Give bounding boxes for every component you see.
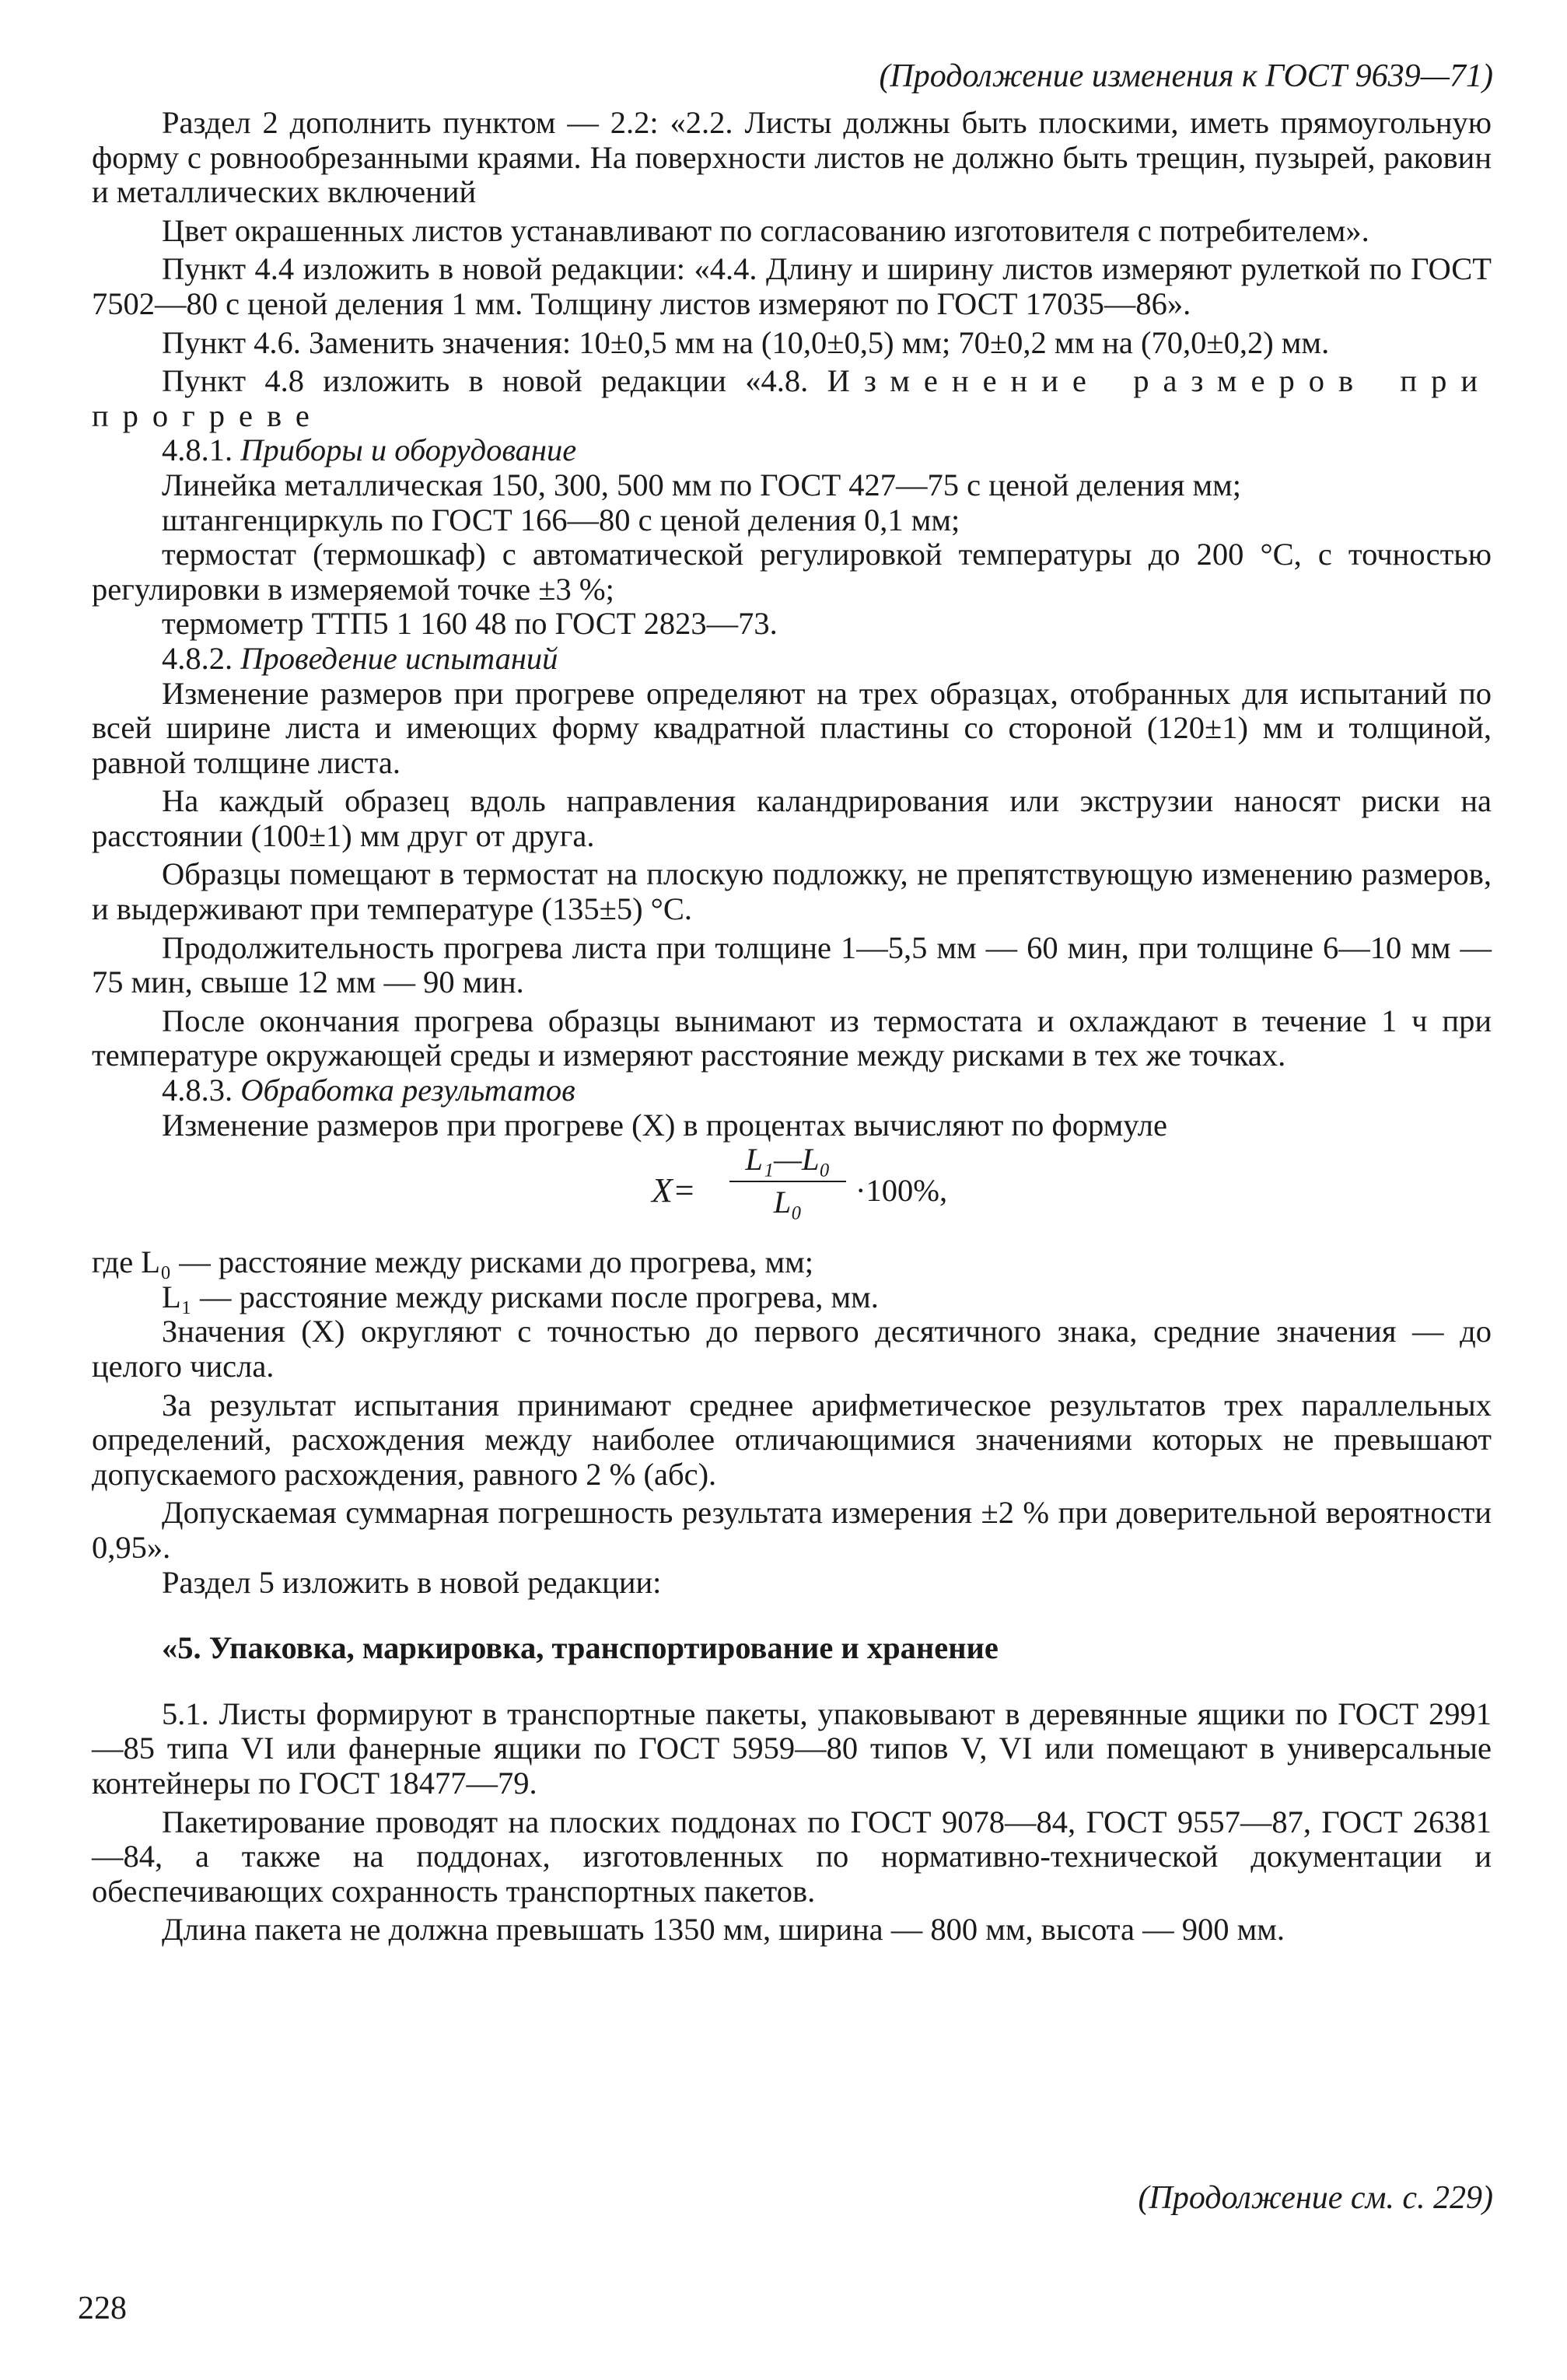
paragraph: термометр ТТП5 1 160 48 по ГОСТ 2823—73.: [162, 606, 778, 642]
paragraph: Продолжительность прогрева листа при толщине 1—5,5 мм — 60 мин, при толщине 6—10 мм — 75 мин, свыше 12 мм — 90 мин.: [92, 929, 1492, 1000]
page-number: 228: [78, 2291, 127, 2326]
paragraph: Линейка металлическая 150, 300, 500 мм по ГОСТ 427—75 с ценой деления мм;: [162, 467, 1242, 502]
subsection-title: Приборы и оборудование: [240, 432, 577, 468]
subsection-heading: [92, 1073, 1492, 1108]
paragraph: На каждый образец вдоль направления каландрирования или экструзии наносят риски на расстоянии (100±1) мм друг от друга.: [92, 783, 1492, 853]
paragraph: [92, 364, 1492, 433]
formula: [92, 1143, 1492, 1245]
paragraph: Изменение размеров при прогреве (X) в процентах вычисляют по формуле: [162, 1107, 1167, 1143]
paragraph: Раздел 5 изложить в новой редакции:: [162, 1564, 662, 1600]
paragraph-lead: Пункт 4.8 изложить в новой редакции «4.8.: [162, 363, 827, 399]
paragraph: Цвет окрашенных листов устанавливают по согласованию изготовителя с потребителем».: [162, 212, 1369, 248]
paragraph: Длина пакета не должна превышать 1350 мм, ширина — 800 мм, высота — 900 мм.: [162, 1912, 1285, 1948]
paragraph: штангенциркуль по ГОСТ 166—80 с ценой деления 0,1 мм;: [162, 502, 960, 537]
paragraph: 5.1. Листы формируют в транспортные пакеты, упаковывают в деревянные ящики по ГОСТ 2991—85 типа VI или фанерные ящики по ГОСТ 5959—80 типов V, VI или помещают в универсальные контейнеры по ГОСТ 18477—79.: [92, 1696, 1492, 1801]
paragraph: термостат (термошкаф) с автоматической регулировкой температуры до 200 °С, с точностью регулировки в измеряемой точке ±3 %;: [92, 537, 1492, 607]
continuation-note: (Продолжение см. с. 229): [1138, 2180, 1493, 2216]
subsection-number: 4.8.1.: [162, 432, 241, 468]
paragraph: Пакетирование проводят на плоских поддонах по ГОСТ 9078—84, ГОСТ 9557—87, ГОСТ 26381—84, а также на поддонах, изготовленных по нормативно-технической документации и обеспечивающих сохранность транспортных пакетов.: [92, 1804, 1492, 1909]
paragraph: Изменение размеров при прогреве определяют на трех образцах, отобранных для испытаний по всей ширине листа и имеющих форму квадратной пластины со стороной (120±1) мм и толщиной, равной толщине листа.: [92, 675, 1492, 780]
document-body: [92, 106, 1492, 1948]
spaced-heading: Изменение размеров при прогреве: [92, 363, 1492, 433]
paragraph: Значения (X) округляют с точностью до первого десятичного знака, средние значения — до целого числа.: [92, 1314, 1492, 1384]
paragraph: Допускаемая суммарная погрешность результата измерения ±2 % при доверительной вероятности 0,95».: [92, 1495, 1492, 1565]
paragraph: Пункт 4.6. Заменить значения: 10±0,5 мм на (10,0±0,5) мм; 70±0,2 мм на (70,0±0,2) мм.: [162, 324, 1330, 360]
formula-lhs: X=: [652, 1171, 696, 1210]
subsection-number: 4.8.3.: [162, 1073, 241, 1108]
formula-rhs: ·100%,: [855, 1173, 948, 1209]
paragraph: За результат испытания принимают среднее арифметическое результатов трех параллельных определений, расхождения между наиболее отличающимися значениями которых не превышают допускаемого расхождения, равного 2 % (абс).: [92, 1387, 1492, 1492]
subsection-number: 4.8.2.: [162, 640, 241, 676]
subsection-title: Обработка результатов: [240, 1073, 575, 1108]
formula-numerator: L₁—L₀: [729, 1143, 846, 1182]
section-heading: «5. Упаковка, маркировка, транспортирование и хранение: [162, 1630, 999, 1666]
subsection-title: Проведение испытаний: [240, 640, 558, 676]
paragraph: Пункт 4.4 изложить в новой редакции: «4.4. Длину и ширину листов измеряют рулеткой по ГОСТ 7502—80 с ценой деления 1 мм. Толщину листов измеряют по ГОСТ 17035—86».: [92, 251, 1492, 321]
formula-fraction: [729, 1143, 846, 1220]
paragraph: Раздел 2 дополнить пунктом — 2.2: «2.2. Листы должны быть плоскими, иметь прямоугольную форму с ровнообрезанными краями. На поверхности листов не должно быть трещин, пузырей, раковин и металлических включений: [92, 105, 1492, 210]
subsection-heading: [92, 642, 1492, 677]
definition: где L₀ — расстояние между рисками до прогрева, мм;: [92, 1244, 814, 1280]
running-header: (Продолжение изменения к ГОСТ 9639—71): [879, 58, 1493, 94]
paragraph: После окончания прогрева образцы вынимают из термостата и охлаждают в течение 1 ч при температуре окружающей среды и измеряют расстояние между рисками в тех же точках.: [92, 1003, 1492, 1073]
formula-denominator: L₀: [773, 1184, 803, 1220]
definition: L₁ — расстояние между рисками после прогрева, мм.: [162, 1279, 879, 1314]
subsection-heading: [92, 433, 1492, 468]
paragraph: Образцы помещают в термостат на плоскую подложку, не препятствующую изменению размеров, и выдерживают при температуре (135±5) °С.: [92, 856, 1492, 927]
